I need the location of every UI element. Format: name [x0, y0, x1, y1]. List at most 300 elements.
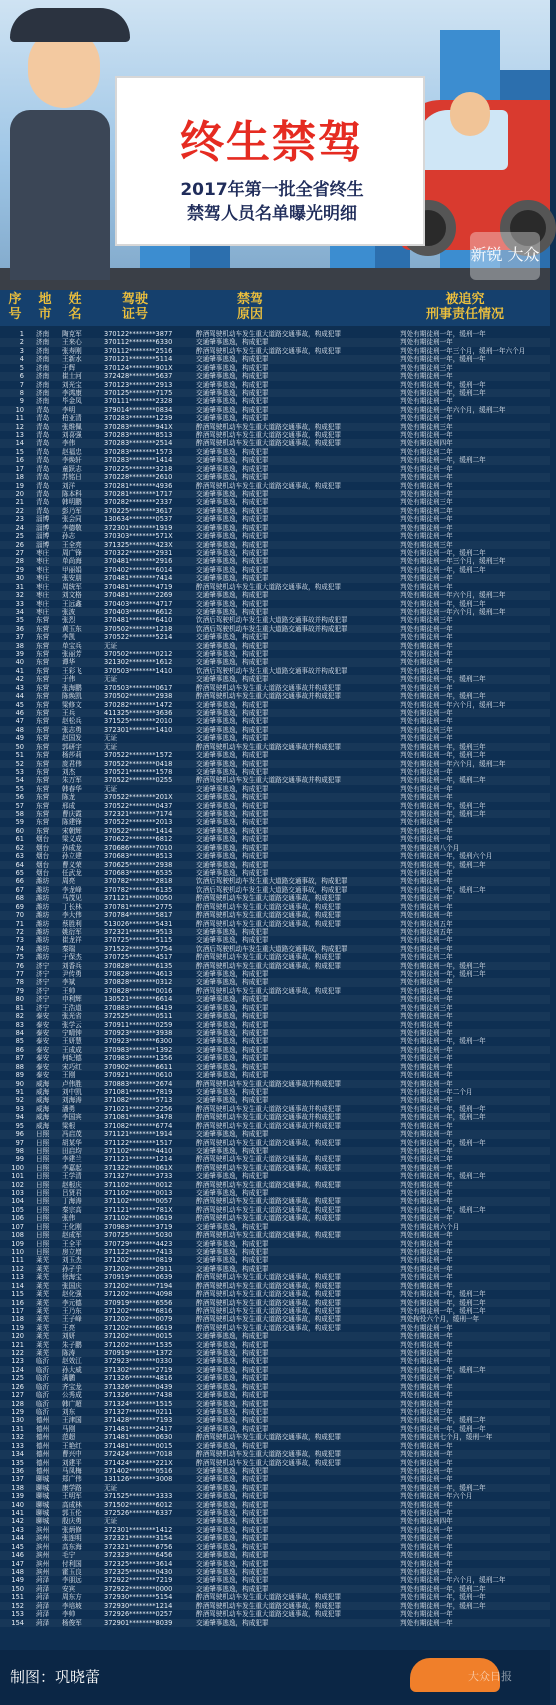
row-reason: 醉酒驾驶机动车发生重大道路交通事故，构成犯罪 — [196, 1593, 342, 1602]
row-city: 滨州 — [36, 1525, 50, 1534]
row-license: 370402********6014 — [104, 565, 173, 574]
row-penalty: 判处有期徒刑一年 — [400, 1231, 453, 1240]
header-no: 序 号 — [8, 292, 22, 322]
row-no: 114 — [11, 1281, 24, 1290]
row-name: 单尚海 — [62, 557, 82, 566]
table-row — [0, 1332, 550, 1340]
table-row — [0, 1113, 550, 1121]
row-city: 聊城 — [36, 1483, 50, 1492]
row-license: 370283********1573 — [104, 447, 173, 456]
row-license: 371481********0015 — [104, 1441, 173, 1450]
row-license: 370522********1414 — [104, 826, 173, 835]
row-license: 372424********7018 — [104, 1450, 173, 1459]
row-city: 烟台 — [36, 852, 50, 861]
row-reason: 交通肇事逃逸，构成犯罪 — [196, 1509, 269, 1518]
row-penalty: 判处有期徒刑一年 — [400, 734, 453, 743]
row-city: 临沂 — [36, 1399, 50, 1408]
row-city: 东营 — [36, 742, 50, 751]
row-license: 131126********3008 — [104, 1475, 173, 1484]
row-no: 85 — [15, 1037, 24, 1046]
table-row — [0, 1534, 550, 1542]
row-city: 青岛 — [36, 447, 50, 456]
row-city: 枣庄 — [36, 574, 50, 583]
row-no: 106 — [11, 1214, 24, 1223]
row-penalty: 判处有期徒刑一年二个月 — [400, 1087, 473, 1096]
table-row — [0, 886, 550, 894]
header-reason: 禁驾 原因 — [236, 292, 263, 322]
row-reason: 交通肇事逃逸，构成犯罪 — [196, 1525, 269, 1534]
row-license: 371121********1214 — [104, 1155, 173, 1164]
row-reason: 交通肇事逃逸，构成犯罪 — [196, 1130, 269, 1139]
row-no: 135 — [11, 1458, 24, 1467]
row-name: 高东海 — [62, 1542, 82, 1551]
row-penalty: 判处有期徒刑一年 — [400, 1551, 453, 1560]
row-reason: 交通肇事逃逸，构成犯罪 — [196, 751, 269, 760]
row-reason: 醉酒驾驶机动车发生重大道路交通事故，构成犯罪 — [196, 1214, 342, 1223]
title-sign — [115, 76, 425, 246]
row-license: 372325********3614 — [104, 1559, 173, 1568]
row-reason: 交通肇事逃逸，构成犯罪 — [196, 473, 269, 482]
row-license: 370122********3877 — [104, 330, 173, 338]
row-penalty: 判处有期徒刑一年 — [400, 574, 453, 583]
row-city: 济南 — [36, 372, 50, 381]
row-name: 李斌 — [62, 978, 76, 987]
row-name: 王学清 — [62, 1172, 82, 1181]
row-penalty: 判处有期徒刑三年 — [400, 363, 453, 372]
row-city: 枣庄 — [36, 565, 50, 574]
row-license: 370124********901X — [104, 363, 173, 372]
row-reason: 醉酒驾驶机动车发生重大道路交通事故，构成犯罪 — [196, 422, 342, 431]
row-name: 马凤梅 — [62, 1466, 82, 1475]
row-no: 39 — [15, 650, 24, 659]
row-penalty: 判处有期徒刑三年 — [400, 540, 453, 549]
row-city: 日照 — [36, 1146, 50, 1155]
row-license: 371102********0013 — [104, 1189, 173, 1198]
row-no: 105 — [11, 1205, 24, 1214]
row-name: 郑广伟 — [62, 1475, 82, 1484]
row-city: 德州 — [36, 1450, 50, 1459]
row-license: 371481********0630 — [104, 1433, 173, 1442]
row-name: 柏亚清 — [62, 414, 82, 423]
row-name: 彭乃军 — [62, 506, 82, 515]
row-license: 无证 — [104, 1483, 118, 1492]
row-no: 112 — [11, 1264, 24, 1273]
row-license: 370522********0437 — [104, 801, 173, 810]
row-reason: 醉酒驾驶机动车发生重大道路交通事故，构成犯罪 — [196, 894, 342, 903]
row-no: 47 — [15, 717, 24, 726]
row-city: 莱芜 — [36, 1264, 50, 1273]
row-license: 370828********0016 — [104, 986, 173, 995]
row-city: 东营 — [36, 818, 50, 827]
row-no: 126 — [11, 1382, 24, 1391]
row-name: 李培坡 — [62, 1601, 82, 1610]
row-no: 79 — [15, 986, 24, 995]
table-row — [0, 1080, 550, 1088]
row-city: 东营 — [36, 666, 50, 675]
table-row — [0, 894, 550, 902]
row-no: 65 — [15, 869, 24, 877]
row-penalty: 判处有期徒刑一年，缓刑二年 — [400, 801, 486, 810]
row-city: 潍坊 — [36, 885, 50, 894]
row-name: 梁修文 — [62, 700, 82, 709]
row-city: 潍坊 — [36, 902, 50, 911]
row-reason: 交通肇事逃逸，构成犯罪 — [196, 414, 269, 423]
row-name: 宁晴钟 — [62, 1029, 82, 1038]
row-reason: 交通肇事逃逸，构成犯罪 — [196, 1349, 269, 1358]
row-license: 372325********0430 — [104, 1568, 173, 1577]
row-reason: 醉酒驾驶机动车发生重大道路交通事故，构成犯罪 — [196, 1450, 342, 1459]
header-name: 姓 名 — [68, 292, 82, 322]
row-license: 372301********1410 — [104, 725, 173, 734]
row-license: 372926********0257 — [104, 1610, 173, 1619]
row-no: 139 — [11, 1492, 24, 1501]
row-no: 35 — [15, 616, 24, 625]
row-penalty: 判处有期徒刑一年 — [400, 666, 453, 675]
row-no: 82 — [15, 1012, 24, 1021]
row-name: 赵成军 — [62, 1231, 82, 1240]
row-penalty: 判处有期徒刑一年，缓刑二年 — [400, 1298, 486, 1307]
credit-text: 制图：巩晓蕾 — [10, 1668, 101, 1686]
row-no: 29 — [15, 565, 24, 574]
row-no: 7 — [19, 380, 24, 389]
row-license: 370112********6330 — [104, 338, 173, 347]
row-penalty: 判处有期徒刑一年 — [400, 1079, 453, 1088]
row-license: 370481********2269 — [104, 591, 173, 600]
row-city: 威海 — [36, 1079, 50, 1088]
row-penalty: 判处有期徒刑三年 — [400, 1003, 453, 1012]
row-name: 张维佩 — [62, 422, 82, 431]
row-reason: 交通肇事逃逸，构成犯罪 — [196, 372, 269, 381]
row-city: 青岛 — [36, 473, 50, 482]
row-reason: 交通肇事逃逸，构成犯罪 — [196, 700, 269, 709]
row-no: 50 — [15, 742, 24, 751]
table-row — [0, 1139, 550, 1147]
row-license: 371121********781X — [104, 1205, 173, 1214]
row-reason: 交通肇事逃逸，构成犯罪 — [196, 565, 269, 574]
row-penalty: 判处有期徒刑一年，缓刑一年 — [400, 1593, 486, 1602]
row-reason: 交通肇事逃逸，构成犯罪 — [196, 1239, 269, 1248]
watermark: 大众日报 — [468, 1670, 512, 1683]
row-city: 威海 — [36, 1104, 50, 1113]
row-reason: 交通肇事逃逸，构成犯罪 — [196, 1475, 269, 1484]
row-license: 321302********1612 — [104, 658, 173, 667]
table-row — [0, 1197, 550, 1205]
row-name: 任武龙 — [62, 869, 82, 877]
subtitle-line-2: 禁驾人员名单曝光明细 — [187, 204, 357, 224]
row-reason: 交通肇事逃逸，构成犯罪 — [196, 1087, 269, 1096]
row-city: 枣庄 — [36, 548, 50, 557]
row-penalty: 判处有期徒刑一年，缓刑二年 — [400, 776, 486, 785]
row-name: 李伟 — [62, 439, 76, 448]
row-no: 129 — [11, 1408, 24, 1416]
row-name: 郭研宇 — [62, 742, 82, 751]
row-license: 371082********6774 — [104, 1121, 173, 1130]
row-license: 370625********2938 — [104, 860, 173, 869]
row-reason: 醉酒驾驶机动车发生重大道路交通事故，构成犯罪 — [196, 961, 342, 970]
row-reason: 交通肇事逃逸，构成犯罪 — [196, 936, 269, 945]
row-name: 刘妍 — [62, 1332, 76, 1341]
row-license: 370782********6135 — [104, 885, 173, 894]
row-city: 日照 — [36, 1130, 50, 1139]
table-row — [0, 776, 550, 784]
row-city: 青岛 — [36, 439, 50, 448]
row-reason: 醉酒驾驶机动车发生重大道路交通事故，构成犯罪 — [196, 330, 342, 338]
table-row — [0, 1130, 550, 1138]
row-license: 371202********0819 — [104, 1256, 173, 1265]
row-penalty: 判处有期徒刑一年，缓刑二年 — [400, 1365, 486, 1374]
row-license: 370729********4423 — [104, 1239, 173, 1248]
table-row — [0, 1248, 550, 1256]
row-no: 142 — [11, 1517, 24, 1526]
row-name: 孙志 — [62, 532, 76, 541]
row-city: 德州 — [36, 1416, 50, 1425]
row-license: 370522********0418 — [104, 759, 173, 768]
row-city: 菏泽 — [36, 1576, 50, 1585]
row-license: 370121********5114 — [104, 355, 173, 364]
row-city: 东营 — [36, 616, 50, 625]
row-no: 8 — [19, 388, 24, 397]
row-name: 吕贤君 — [62, 1189, 82, 1198]
row-penalty: 判处有期徒刑一年 — [400, 1264, 453, 1273]
row-no: 5 — [19, 363, 24, 372]
row-name: 黄玉东 — [62, 624, 82, 633]
row-city: 淄博 — [36, 515, 50, 524]
row-reason: 交通肇事逃逸，构成犯罪 — [196, 1365, 269, 1374]
table-row — [0, 844, 550, 852]
row-license: 372525********0511 — [104, 1012, 173, 1021]
row-reason: 醉酒驾驶机动车发生重大道路交通事故，构成犯罪 — [196, 1138, 342, 1147]
row-license: 411325********3636 — [104, 708, 173, 717]
table-row — [0, 701, 550, 709]
row-penalty: 判处有期徒刑一年 — [400, 708, 453, 717]
row-license: 372922********7219 — [104, 1576, 173, 1585]
row-license: 370923********3938 — [104, 1029, 173, 1038]
row-no: 154 — [11, 1618, 24, 1627]
row-name: 庞君伟 — [62, 759, 82, 768]
table-row — [0, 1366, 550, 1374]
row-city: 泰安 — [36, 1045, 50, 1054]
row-license: 371326********7438 — [104, 1391, 173, 1400]
row-no: 122 — [11, 1349, 24, 1358]
row-license: 370502********1218 — [104, 624, 173, 633]
row-license: 372321********7174 — [104, 810, 173, 819]
row-city: 潍坊 — [36, 936, 50, 945]
row-no: 32 — [15, 591, 24, 600]
row-reason: 交通肇事逃逸，构成犯罪 — [196, 1441, 269, 1450]
header-license: 驾驶 证号 — [121, 292, 148, 322]
row-license: 无证 — [104, 784, 118, 793]
table-row — [0, 532, 550, 540]
row-reason: 交通肇事逃逸，构成犯罪 — [196, 1551, 269, 1560]
row-name: 张炳修 — [62, 1525, 82, 1534]
row-name: 赵根庆 — [62, 1180, 82, 1189]
row-name: 王津国 — [62, 1416, 82, 1425]
row-city: 日照 — [36, 1189, 50, 1198]
row-penalty: 判处有期徒刑三年 — [400, 616, 453, 625]
row-license: 371102********0012 — [104, 1180, 173, 1189]
row-license: 370283********941X — [104, 422, 173, 431]
row-reason: 交通肇事逃逸，构成犯罪 — [196, 1382, 269, 1391]
row-name: 王亮 — [62, 1323, 76, 1332]
row-license: 371326********4816 — [104, 1374, 173, 1383]
row-city: 东营 — [36, 801, 50, 810]
table-row — [0, 347, 550, 355]
row-reason: 醉酒驾驶机动车发生重大道路交通事故，构成犯罪 — [196, 919, 342, 928]
row-name: 尹传勇 — [62, 970, 82, 979]
row-no: 90 — [15, 1079, 24, 1088]
row-city: 莱芜 — [36, 1349, 50, 1358]
row-reason: 交通肇事逃逸，构成犯罪 — [196, 506, 269, 515]
row-penalty: 判处有期徒刑三年 — [400, 1408, 453, 1416]
row-license: 370123********2913 — [104, 380, 173, 389]
table-row — [0, 793, 550, 801]
row-penalty: 判处有期徒刑一年 — [400, 624, 453, 633]
row-name: 刘香兵 — [62, 961, 82, 970]
row-reason: 醉酒驾驶机动车发生重大道路交通事故，构成犯罪 — [196, 1323, 342, 1332]
row-license: 370622********6812 — [104, 835, 173, 844]
row-license: 372930********1214 — [104, 1601, 173, 1610]
row-no: 98 — [15, 1146, 24, 1155]
row-penalty: 判处有期徒刑一年 — [400, 1441, 453, 1450]
row-license: 370112********2516 — [104, 346, 173, 355]
table-row — [0, 978, 550, 986]
row-reason: 醉酒驾驶机动车发生重大道路交通事故，构成犯罪 — [196, 1290, 342, 1299]
row-license: 370725********5030 — [104, 1231, 173, 1240]
row-city: 滨州 — [36, 1542, 50, 1551]
row-penalty: 判处有期徒刑一年 — [400, 1450, 453, 1459]
row-name: 刘海涛 — [62, 1096, 82, 1105]
row-city: 日照 — [36, 1180, 50, 1189]
row-penalty: 判处有期徒刑一年三个月，缓刑一年六个月 — [400, 346, 526, 355]
row-license: 371122********7413 — [104, 1247, 173, 1256]
driver-illustration — [450, 92, 490, 136]
row-reason: 交通肇事逃逸，构成犯罪 — [196, 1374, 269, 1383]
row-penalty: 判处有期徒刑一年 — [400, 1121, 453, 1130]
row-name: 殷庆勇 — [62, 1517, 82, 1526]
row-name: 谭华 — [62, 658, 76, 667]
row-no: 14 — [15, 439, 24, 448]
row-no: 36 — [15, 624, 24, 633]
row-license: 370781********2775 — [104, 902, 173, 911]
row-penalty: 判处有期徒刑一年 — [400, 650, 453, 659]
row-reason: 醉酒驾驶机动车发生重大道路交通事故，构成犯罪 — [196, 902, 342, 911]
row-penalty: 判处有期徒刑一年，缓刑二年 — [400, 456, 486, 465]
row-city: 滨州 — [36, 1534, 50, 1543]
row-name: 赵效江 — [62, 1357, 82, 1366]
row-license: 370228********2610 — [104, 473, 173, 482]
row-license: 370125********7175 — [104, 388, 173, 397]
row-reason: 交通肇事逃逸，构成犯罪 — [196, 591, 269, 600]
row-penalty: 判处有期徒刑一年 — [400, 1163, 453, 1172]
row-city: 济南 — [36, 397, 50, 406]
row-no: 53 — [15, 767, 24, 776]
row-license: 513026********5431 — [104, 919, 173, 928]
row-city: 莱芜 — [36, 1323, 50, 1332]
row-name: 陈焕凯 — [62, 692, 82, 701]
table-row — [0, 1517, 550, 1525]
row-penalty: 判处有期徒刑一年 — [400, 582, 453, 591]
row-license: 370111********2328 — [104, 397, 173, 406]
table-row — [0, 995, 550, 1003]
row-license: 无证 — [104, 742, 118, 751]
watermark: 新锐 大众 — [470, 232, 540, 280]
table-row — [0, 717, 550, 725]
row-city: 烟台 — [36, 835, 50, 844]
row-reason: 交通肇事逃逸，构成犯罪 — [196, 1189, 269, 1198]
row-no: 147 — [11, 1559, 24, 1568]
row-city: 威海 — [36, 1096, 50, 1105]
row-reason: 交通肇事逃逸，构成犯罪 — [196, 759, 269, 768]
row-penalty: 判处有期徒刑一年 — [400, 1096, 453, 1105]
row-city: 东营 — [36, 683, 50, 692]
row-no: 24 — [15, 523, 24, 532]
row-penalty: 判处有期徒刑一年六个月，缓刑二年 — [400, 405, 506, 414]
row-license: 370225********3617 — [104, 506, 173, 515]
row-license: 370503********1410 — [104, 666, 173, 675]
row-no: 136 — [11, 1466, 24, 1475]
row-name: 田启均 — [62, 1146, 82, 1155]
row-reason: 醉酒驾驶机动车发生重大道路交通事故，构成犯罪 — [196, 1205, 342, 1214]
row-name: 范超 — [62, 1433, 76, 1442]
row-license: 370725********5115 — [104, 936, 173, 945]
row-license: 370481********6410 — [104, 616, 173, 625]
row-no: 61 — [15, 835, 24, 844]
row-name: 孙大威 — [62, 1365, 82, 1374]
row-reason: 交通肇事逃逸，构成犯罪 — [196, 574, 269, 583]
row-city: 菏泽 — [36, 1618, 50, 1627]
row-reason: 交通肇事逃逸，构成犯罪 — [196, 1340, 269, 1349]
footer — [0, 1650, 550, 1705]
row-city: 东营 — [36, 725, 50, 734]
row-reason: 醉酒驾驶机动车发生重大道路交通事故，构成犯罪 — [196, 1306, 342, 1315]
row-no: 150 — [11, 1584, 24, 1593]
row-penalty: 判处有期徒刑一年，缓刑二年 — [400, 860, 486, 869]
row-no: 6 — [19, 372, 24, 381]
row-no: 52 — [15, 759, 24, 768]
row-name: 李龙峰 — [62, 885, 82, 894]
row-name: 李嘉起 — [62, 1163, 82, 1172]
row-reason: 交通肇事逃逸，构成犯罪 — [196, 1483, 269, 1492]
row-penalty: 判处有期徒刑一年，缓刑二年 — [400, 1172, 486, 1181]
row-city: 临沂 — [36, 1365, 50, 1374]
row-penalty: 判处有期徒刑七个月，缓刑一年 — [400, 1433, 493, 1442]
row-city: 莱芜 — [36, 1298, 50, 1307]
row-reason: 交通肇事逃逸，构成犯罪 — [196, 725, 269, 734]
row-name: 李建兰 — [62, 1155, 82, 1164]
row-city: 潍坊 — [36, 944, 50, 953]
row-city: 泰安 — [36, 1020, 50, 1029]
row-city: 聊城 — [36, 1475, 50, 1484]
row-name: 张光省 — [62, 1012, 82, 1021]
row-no: 96 — [15, 1130, 24, 1139]
row-city: 淄博 — [36, 523, 50, 532]
row-name: 陈本科 — [62, 490, 82, 499]
row-no: 107 — [11, 1222, 24, 1231]
row-no: 27 — [15, 548, 24, 557]
row-name: 申利辉 — [62, 995, 82, 1004]
row-no: 28 — [15, 557, 24, 566]
table-row — [0, 726, 550, 734]
row-name: 公秀成 — [62, 1391, 82, 1400]
row-license: 371202********2911 — [104, 1264, 173, 1273]
table-row — [0, 1560, 550, 1568]
page-subtitle — [117, 178, 427, 226]
row-penalty: 判处有期徒刑一年 — [400, 902, 453, 911]
table-row — [0, 600, 550, 608]
row-penalty: 判处有期徒刑一年 — [400, 869, 453, 877]
row-city: 菏泽 — [36, 1610, 50, 1619]
row-city: 青岛 — [36, 456, 50, 465]
